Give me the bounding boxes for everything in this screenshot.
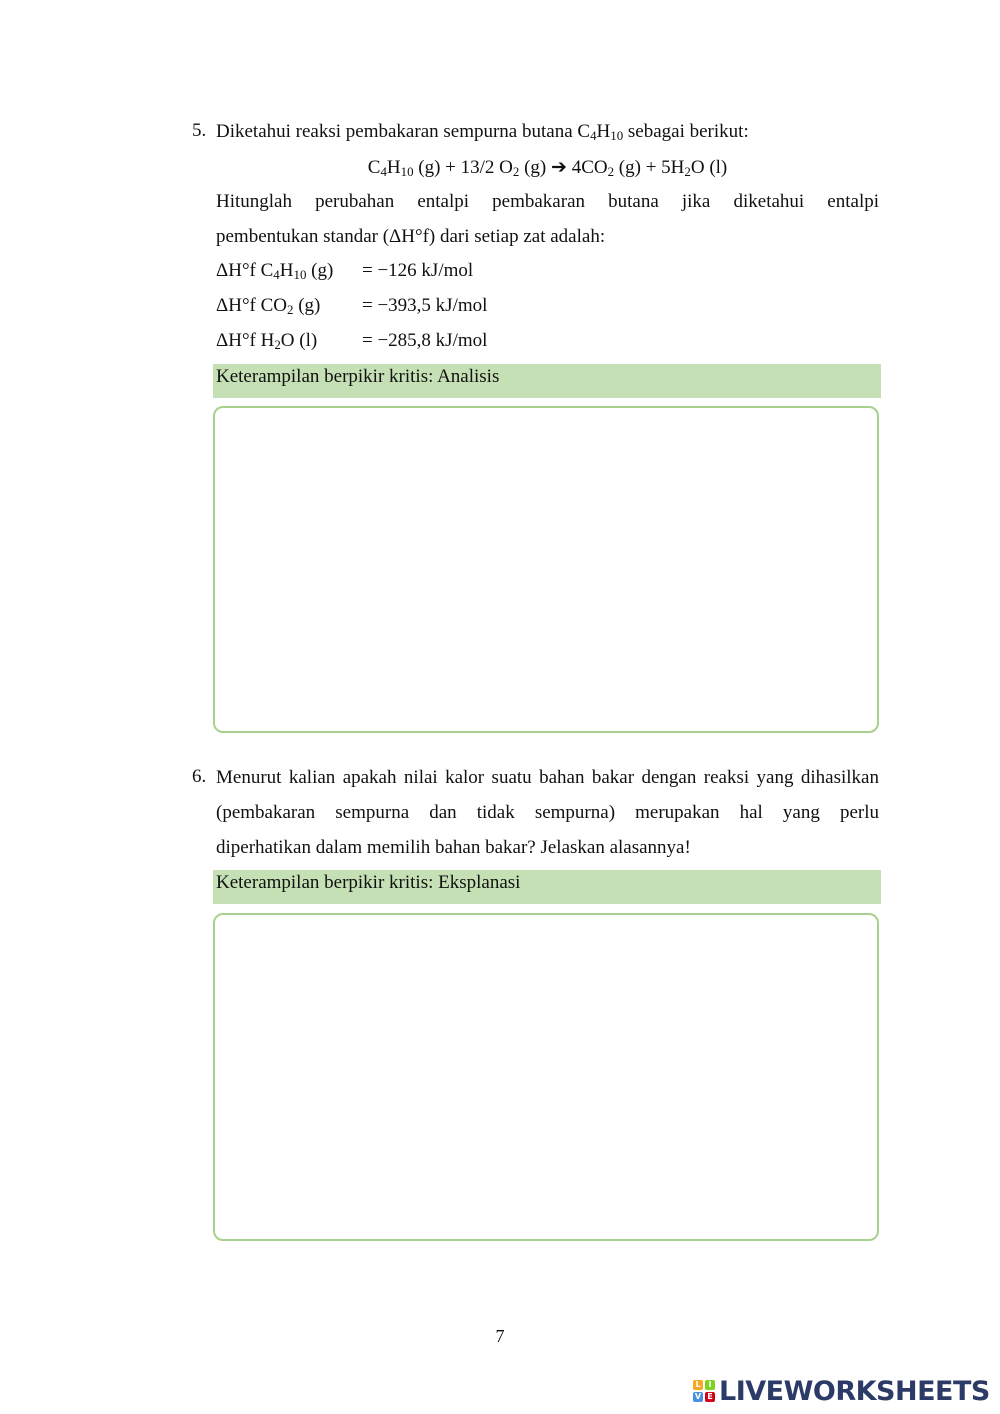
question-5-intro: Diketahui reaksi pembakaran sempurna butana $C_4H_{10}$ sebagai berikut: — [216, 121, 749, 143]
question-6-text-line-2: (pembakaran sempurna dan tidak sempurna) merupakan hal yang perlu — [216, 802, 879, 823]
logo-text: LIVEWORKSHEETS — [719, 1375, 990, 1407]
answer-box-question-6[interactable] — [213, 913, 879, 1241]
question-5-text-line-2: pembentukan standar (ΔH°f) dari setiap zat adalah: — [216, 226, 606, 247]
enthalpy-label-c4h10: ΔH°f $C_4H_{10}$ (g) — [216, 260, 334, 282]
question-6-number: 6. — [192, 766, 207, 787]
answer-box-question-5[interactable] — [213, 406, 879, 733]
enthalpy-label-co2: ΔH°f $CO_2$ (g) — [216, 295, 321, 317]
arrow-icon: ➔ — [551, 156, 567, 178]
liveworksheets-mark-icon: L I V E — [693, 1380, 715, 1402]
skill-banner-analisis: Keterampilan berpikir kritis: Analisis — [213, 364, 881, 398]
enthalpy-value-c4h10: = −126 kJ/mol — [362, 260, 474, 281]
question-6-text-line-3: diperhatikan dalam memilih bahan bakar? Jelaskan alasannya! — [216, 837, 691, 858]
liveworksheets-logo — [693, 1374, 990, 1408]
skill-banner-eksplanasi: Keterampilan berpikir kritis: Eksplanasi — [213, 870, 881, 904]
enthalpy-value-co2: = −393,5 kJ/mol — [362, 295, 488, 316]
enthalpy-value-h2o: = −285,8 kJ/mol — [362, 330, 488, 351]
page-number: 7 — [495, 1326, 505, 1346]
enthalpy-label-h2o: ΔH°f $H_2O$ (l) — [216, 330, 318, 352]
question-5-number: 5. — [192, 120, 207, 141]
question-5-text-line-1: Hitunglah perubahan entalpi pembakaran butana jika diketahui entalpi — [216, 191, 879, 212]
reaction-equation: $C_4H_{10}$ (g) + 13/2 $O_2$ (g) ➔ $4CO_2$ $(g) + 5H_2O$ (l) — [367, 156, 728, 179]
question-6-text-line-1: Menurut kalian apakah nilai kalor suatu bahan bakar dengan reaksi yang dihasilkan — [216, 767, 879, 788]
